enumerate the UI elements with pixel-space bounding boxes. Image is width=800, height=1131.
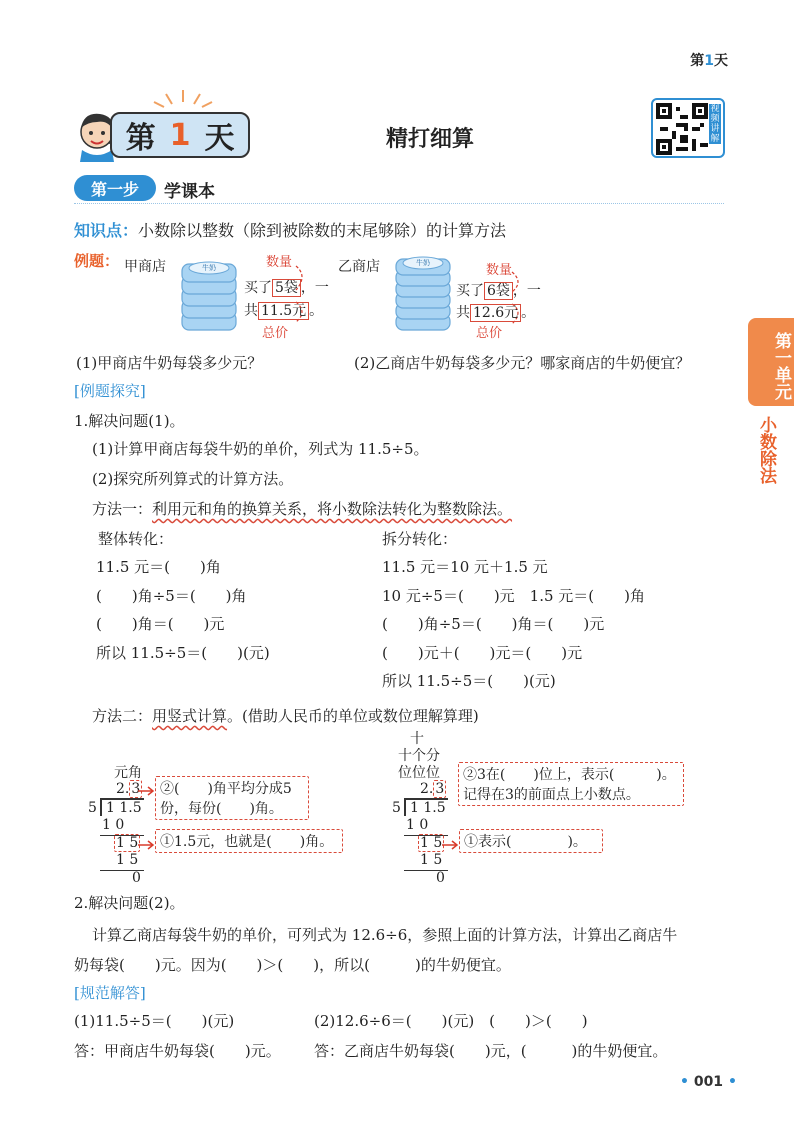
answer-2: (2)12.6÷6＝( )(元) ( )＞( ) [314,1012,588,1030]
lv-units: 元角 [114,765,142,781]
svg-text:牛奶: 牛奶 [416,259,430,267]
example-label: 例题： [74,252,120,270]
lv-arrow-bot [138,836,156,854]
answer-heading: [规范解答] [74,984,146,1002]
shop-a-total-tag: 总价 [262,326,289,341]
right-title: 拆分转化： [382,530,458,548]
explore-p2-line2: 奶每袋( )元。因为( )＞( )，所以( )的牛奶便宜。 [74,956,511,974]
rv-bracket [404,798,406,816]
right-line-2: 10 元÷5＝( )元 1.5 元＝( )角 [382,587,645,605]
milk-bags-icon-b [392,250,454,340]
rv-arrow-bot [442,836,460,854]
method-2: 方法二：用竖式计算。(借助人民币的单位或数位理解算理) [92,707,479,725]
lv-note-top: ②( )角平均分成5 份，每份( )角。 [155,776,309,820]
rv-units-2: 位位位 [398,765,440,781]
svg-text:牛奶: 牛奶 [202,264,216,272]
shop-a-qty-tag: 数量 [266,255,293,270]
left-line-1: 11.5 元＝( )角 [96,558,221,576]
page-title: 精打细算 [386,127,475,152]
lv-r2: 1 5 [116,835,139,851]
shop-b-line2: 共 12.6元 。 [456,305,536,321]
method-1: 方法一：利用元和角的换算关系，将小数除法转化为整数除法。 [92,500,513,518]
answer-1: (1)11.5÷5＝( )(元) [74,1012,235,1030]
lv-divisor: 5 [88,800,97,816]
rv-divisor: 5 [392,800,401,816]
step-divider [74,203,724,204]
rv-dividend: 1 1.5 [410,800,446,816]
right-line-3: ( )角÷5＝( )角＝( )元 [382,615,605,633]
left-line-3: ( )角＝( )元 [96,615,225,633]
rv-r4: 0 [436,870,445,886]
rv-r3: 1 5 [420,852,443,868]
side-tab-topic: 小数除法 [756,416,776,484]
explore-p1-1: (1)计算甲商店每袋牛奶的单价，列式为 11.5÷5。 [92,440,429,458]
lv-dividend: 1 1.5 [106,800,142,816]
rv-note-top: ②3在( )位上，表示( )。 记得在3的前面点上小数点。 [458,762,684,806]
lv-r3: 1 5 [116,852,139,868]
shop-b-total-tag: 总价 [476,326,503,341]
page-number: • 001 • [680,1074,737,1090]
left-line-4: 所以 11.5÷5＝( )(元) [96,644,270,662]
lv-quotient: 2. 3 [116,781,141,797]
day-title-badge: 第 1 天 [110,112,250,158]
lv-r4: 0 [132,870,141,886]
shop-a-line2: 共 11.5元 。 [244,303,324,319]
rv-r2: 1 5 [420,835,443,851]
question-1: (1)甲商店牛奶每袋多少元？ [76,354,263,372]
shop-a-name: 甲商店 [124,259,166,275]
rv-note-bot: ①表示( )。 [459,829,603,853]
explore-p1: 1.解决问题(1)。 [74,412,185,430]
sun-rays-icon [148,88,218,114]
side-tab-unit[interactable]: 第一单元 [748,318,794,406]
step-label: 学课本 [164,182,215,202]
lv-r1: 1 0 [102,817,125,833]
knowledge-point: 知识点：小数除以整数（除到被除数的末尾够除）的计算方法 [74,221,507,240]
left-line-2: ( )角÷5＝( )角 [96,587,247,605]
lv-arrow-top [138,782,156,800]
step-badge: 第一步 [74,175,156,201]
shop-b-line1: 买了 6袋 ，一 [456,283,541,299]
day-label: 第1天 [690,53,728,69]
answer-text-2: 答：乙商店牛奶每袋( )元，( )的牛奶便宜。 [314,1042,668,1060]
shop-a-line1: 买了 5袋 ，一 [244,280,329,296]
rv-quotient: 2. 3 [420,781,445,797]
right-line-5: 所以 11.5÷5＝( )(元) [382,672,556,690]
rv-r1: 1 0 [406,817,429,833]
lv-note-bot: ①1.5元，也就是( )角。 [155,829,343,853]
shop-b-name: 乙商店 [338,259,380,275]
explore-heading: [例题探究] [74,382,146,400]
answer-text-1: 答：甲商店牛奶每袋( )元。 [74,1042,281,1060]
rv-ten: 十 [410,731,424,747]
left-title: 整体转化： [98,530,174,548]
explore-p1-2: (2)探究所列算式的计算方法。 [92,470,294,488]
rv-units: 十个分 [398,748,440,764]
shop-b-qty-tag: 数量 [486,263,513,278]
right-line-1: 11.5 元＝10 元＋1.5 元 [382,558,548,576]
explore-p2: 2.解决问题(2)。 [74,894,185,912]
right-line-4: ( )元＋( )元＝( )元 [382,644,583,662]
milk-bags-icon [178,254,240,344]
lv-bracket [100,798,102,816]
qr-code[interactable] [651,98,725,158]
question-2: (2)乙商店牛奶每袋多少元？哪家商店的牛奶便宜？ [354,354,691,372]
qr-side-label: 视频讲解 [710,104,720,144]
explore-p2-line1: 计算乙商店每袋牛奶的单价，可列式为 12.6÷6，参照上面的计算方法，计算出乙商店牛 [92,926,678,944]
